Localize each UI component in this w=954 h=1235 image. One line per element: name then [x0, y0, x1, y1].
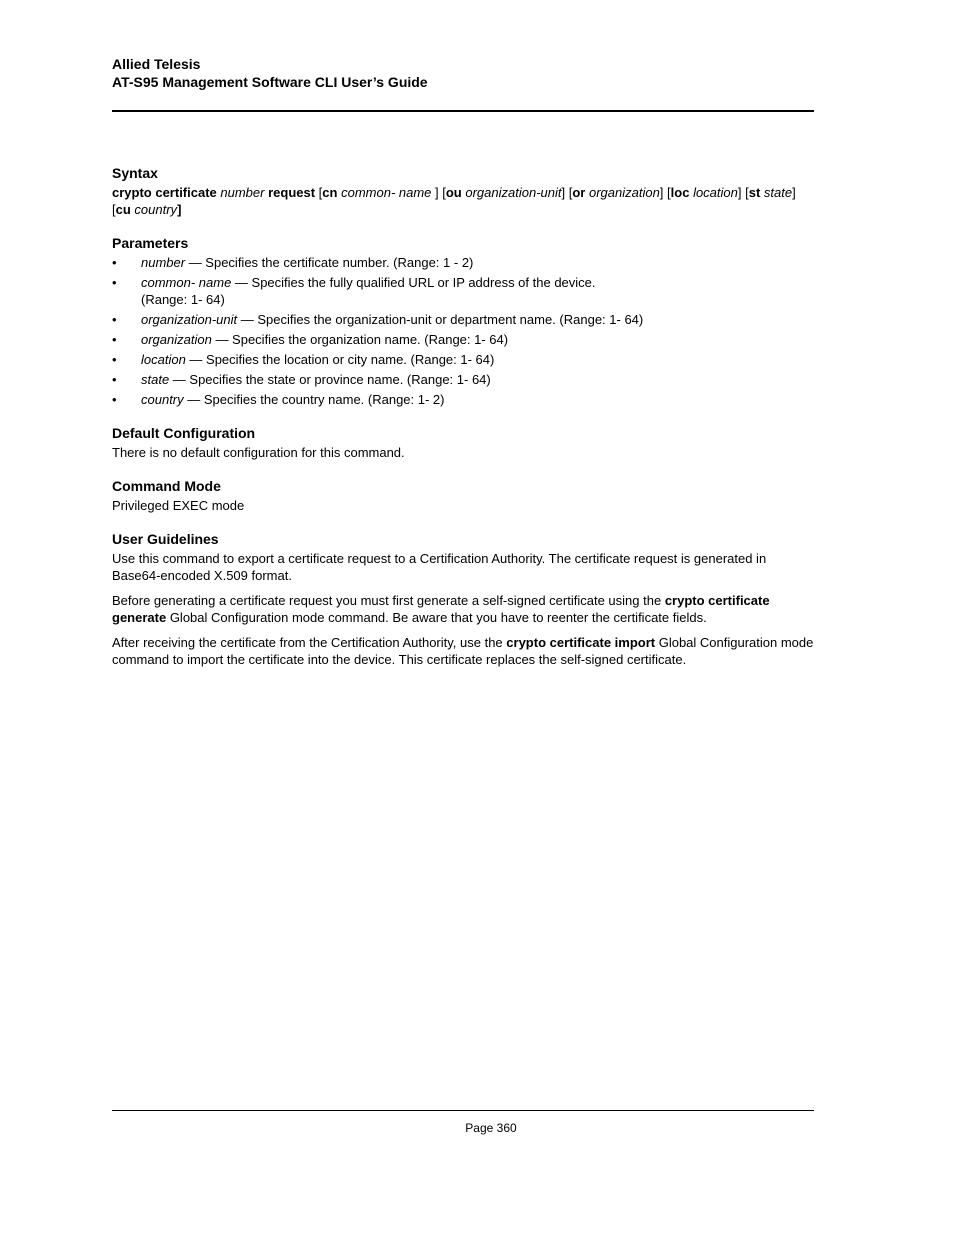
syntax-section [112, 164, 814, 218]
param-desc: — Specifies the location or city name. (Range: 1- 64) [185, 352, 495, 367]
param-desc-range: (Range: 1- 64) [141, 292, 225, 307]
bullet-icon: • [112, 332, 117, 347]
param-name: organization [141, 332, 212, 347]
list-item [112, 371, 814, 388]
default-config-heading: Default Configuration [112, 425, 256, 441]
syntax-punct: ] [ [112, 185, 796, 217]
bullet-icon: • [112, 392, 117, 407]
guide-title: AT-S95 Management Software CLI User’s Guide [112, 74, 428, 90]
page-number: Page 360 [465, 1121, 517, 1135]
syntax-kw-cn: cn [322, 185, 338, 200]
footer-divider [112, 1110, 814, 1111]
list-item [112, 311, 814, 328]
param-name: organization-unit [141, 312, 238, 327]
company-name: Allied Telesis [112, 56, 201, 72]
syntax-punct: ] [ [737, 185, 749, 200]
param-desc: — Specifies the state or province name. (Range: 1- 64) [169, 372, 491, 387]
syntax-arg-org-unit: organization-unit [465, 185, 562, 200]
syntax-arg-location: location [693, 185, 738, 200]
parameters-heading: Parameters [112, 235, 189, 251]
command-reference: crypto certificate import [506, 635, 656, 650]
syntax-arg-state: state [763, 185, 793, 200]
list-item [112, 254, 814, 271]
bullet-icon: • [112, 352, 117, 367]
syntax-command [112, 184, 814, 218]
command-mode-section [112, 477, 814, 514]
page-header [112, 55, 814, 91]
syntax-heading: Syntax [112, 165, 158, 181]
bullet-icon: • [112, 312, 117, 327]
list-item [112, 331, 814, 348]
header-divider [112, 110, 814, 112]
default-config-section [112, 424, 814, 461]
guidelines-text: After receiving the certificate from the Certification Authority, use the [112, 635, 507, 650]
syntax-kw-request: request [268, 185, 316, 200]
syntax-arg-country: country [134, 202, 178, 217]
command-reference: crypto certificate generate [112, 593, 770, 625]
param-desc: — Specifies the country name. (Range: 1- 2) [183, 392, 445, 407]
syntax-kw-ou: ou [445, 185, 462, 200]
syntax-punct: ] [ [561, 185, 573, 200]
syntax-kw-loc: loc [670, 185, 690, 200]
guidelines-text: Before generating a certificate request you must first generate a self-signed certificate using the [112, 593, 665, 608]
guidelines-paragraph-3 [112, 634, 814, 668]
list-item [112, 351, 814, 368]
parameters-section [112, 234, 814, 408]
default-config-text: There is no default configuration for this command. [112, 445, 405, 460]
bullet-icon: • [112, 275, 117, 290]
command-mode-heading: Command Mode [112, 478, 221, 494]
guidelines-paragraph-2 [112, 592, 814, 626]
param-name: number [141, 255, 186, 270]
syntax-punct: ] [ [659, 185, 671, 200]
bullet-icon: • [112, 372, 117, 387]
guidelines-paragraph-1: Use this command to export a certificate request to a Certification Authority. The certificate request is generated in Base64-encoded X.509 format. [112, 551, 767, 583]
list-item [112, 274, 814, 308]
guidelines-text: Global Configuration mode command to import the certificate into the device. This certificate replaces the self-signed certificate. [112, 635, 814, 667]
bullet-icon: • [112, 255, 117, 270]
list-item [112, 391, 814, 408]
syntax-punct: [ [315, 185, 323, 200]
param-name: location [141, 352, 186, 367]
syntax-arg-number: number [220, 185, 265, 200]
syntax-arg-org: organization [588, 185, 660, 200]
parameters-list [112, 254, 814, 408]
main-content [112, 164, 814, 684]
param-desc: — Specifies the certificate number. (Range: 1 - 2) [185, 255, 474, 270]
syntax-cmd: crypto certificate [112, 185, 217, 200]
document-page [112, 0, 814, 1235]
guidelines-text: Global Configuration mode command. Be aware that you have to reenter the certificate fields. [166, 610, 707, 625]
syntax-kw-or: or [572, 185, 586, 200]
param-name: state [141, 372, 170, 387]
user-guidelines-heading: User Guidelines [112, 531, 219, 547]
syntax-kw-cu: cu [115, 202, 131, 217]
syntax-arg-common-name: common- name [341, 185, 432, 200]
syntax-kw-st: st [748, 185, 761, 200]
param-desc: — Specifies the organization-unit or department name. (Range: 1- 64) [237, 312, 644, 327]
command-mode-text: Privileged EXEC mode [112, 498, 245, 513]
param-name: common- name [141, 275, 232, 290]
syntax-punct: ] [177, 202, 182, 217]
param-desc: — Specifies the organization name. (Range: 1- 64) [211, 332, 509, 347]
page-footer [112, 1120, 870, 1136]
param-desc: — Specifies the fully qualified URL or IP address of the device. [231, 275, 596, 290]
param-name: country [141, 392, 184, 407]
user-guidelines-section [112, 530, 814, 668]
syntax-punct: ] [ [431, 185, 446, 200]
